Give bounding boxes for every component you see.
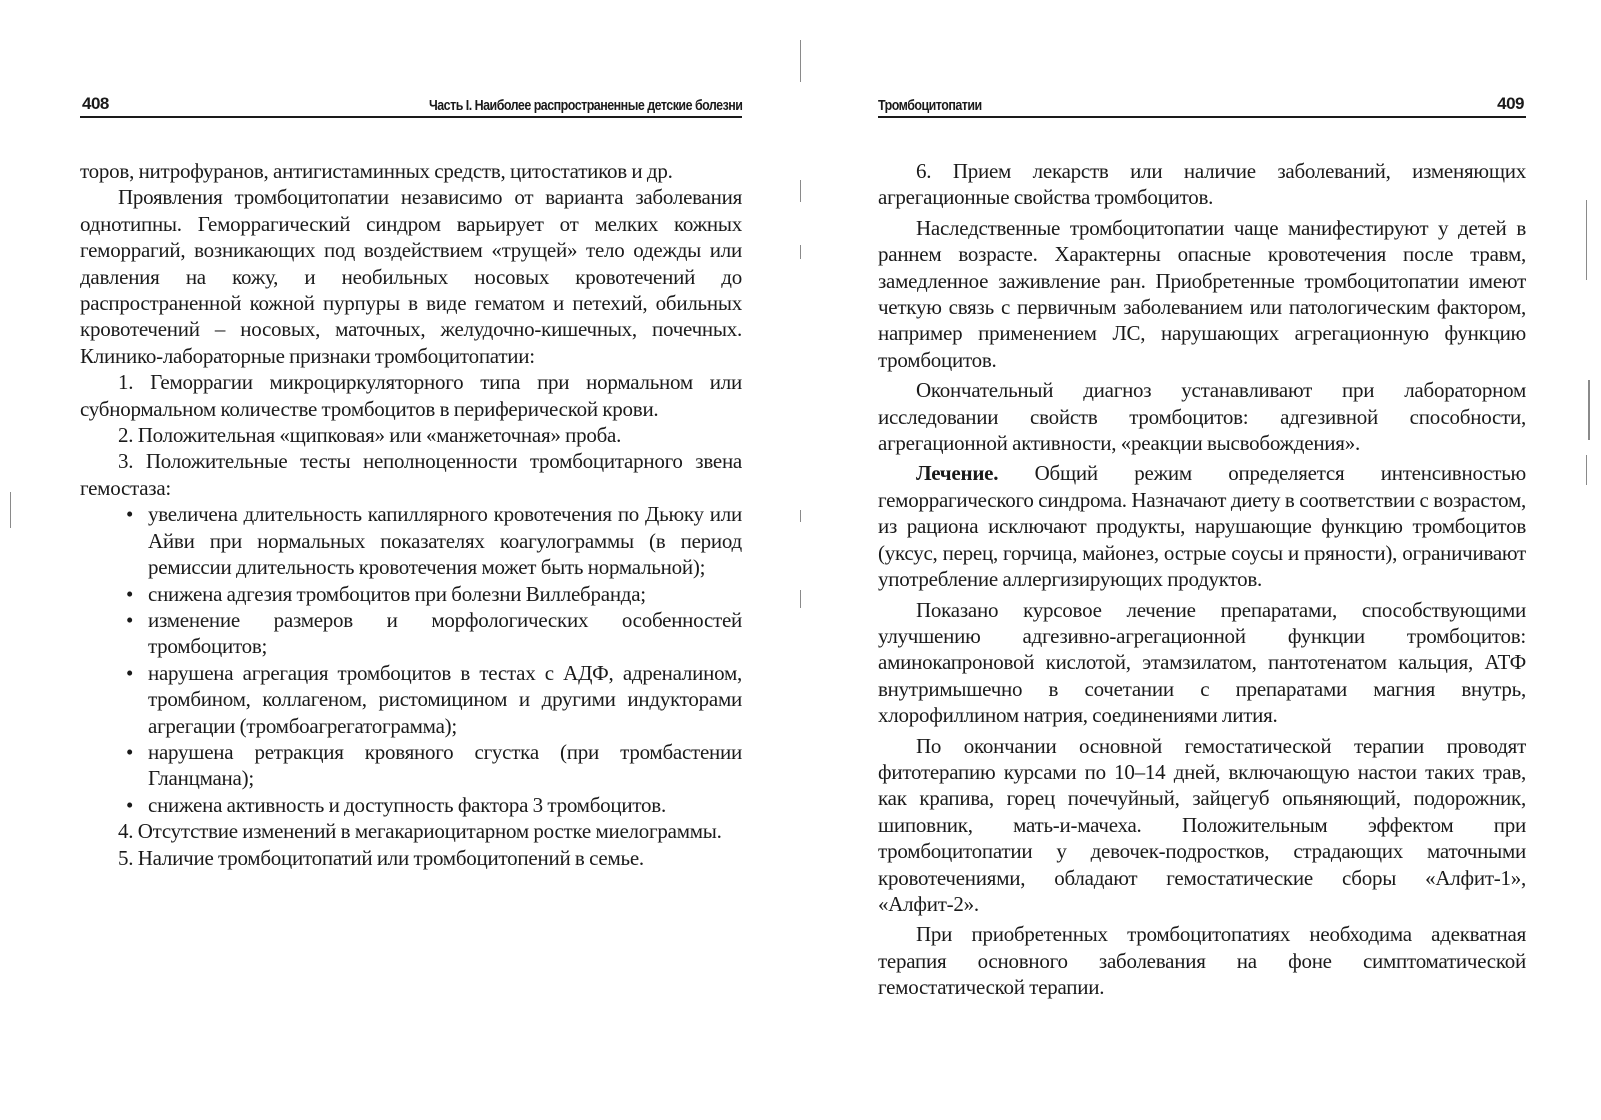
gutter-scan-mark — [800, 180, 801, 202]
paragraph: По окончании основной гемостатической терапии проводят фитотерапию курсами по 10–14 дней, включающую настои таких трав, как крапива, горец почечуйный, зайцегуб опьяняющий, подорожник, шиповник, мать-и-мачеха. Положительным эффектом при тромбоцитопатии у девочек-подростков, страдающих маточными кровотечениями, обладают гемостатические сборы «Алфит-1», «Алфит-2». — [878, 733, 1526, 916]
left-page-header — [80, 92, 742, 118]
paragraph: Окончательный диагноз устанавливают при лабораторном исследовании свойств тромбоцитов: адгезивной способности, агрегационной активности, «реакции высвобождения». — [878, 378, 1526, 456]
gutter-scan-mark — [800, 510, 801, 522]
treatment-heading: Лечение. — [916, 461, 999, 486]
numbered-item: 4. Отсутствие изменений в мегакариоцитарном ростке миелограммы. — [118, 819, 722, 844]
paragraph: При приобретенных тромбоцитопатиях необходима адекватная терапия основного заболевания на фоне симптоматической гемостатической терапии. — [878, 922, 1526, 1000]
edge-scan-mark — [10, 492, 11, 528]
numbered-item: 1. Геморрагии микроциркуляторного типа при нормальном или субнормальном количестве тромбоцитов в периферической крови. — [80, 370, 742, 421]
numbered-item: 5. Наличие тромбоцитопатий или тромбоцитопений в семье. — [118, 845, 644, 870]
paragraph: Наследственные тромбоцитопатии чаще манифестируют у детей в раннем возрасте. Характерны опасные кровотечения после травм, замедленное заживление ран. Приобретенные тромбоцитопатии имеют четкую связь с первичным заболеванием или патологическим фактором, например применением ЛС, нарушающих агрегационную функцию тромбоцитов. — [878, 215, 1526, 372]
left-page-body — [80, 158, 742, 871]
bullet-item: • изменение размеров и морфологических особенностей тромбоцитов; — [80, 607, 742, 660]
edge-scan-mark — [1588, 380, 1590, 440]
paragraph: Проявления тромбоцитопатии независимо от варианта заболевания однотипны. Геморрагический синдром варьирует от мелких кожных геморрагий, возникающих под воздействием «трущей» тело одежды или давления на кожу, и необильных носовых кровотечений до распространенной кожной пурпуры в виде гематом и петехий, обильных кровотечений – носовых, маточных, желудочно-кишечных, почечных. Клинико-лабораторные признаки тромбоцитопатии: — [80, 185, 742, 368]
bullet-item: • нарушена ретракция кровяного сгустка (при тромбастении Гланцмана); — [80, 739, 742, 792]
bullet-item: • снижена адгезия тромбоцитов при болезни Виллебранда; — [80, 581, 742, 607]
right-page-number: 409 — [1497, 94, 1524, 113]
gutter-scan-mark — [800, 40, 801, 82]
edge-scan-mark — [1586, 200, 1587, 280]
treatment-paragraph — [878, 460, 1526, 592]
numbered-item: 6. Прием лекарств или наличие заболеваний, изменяющих агрегационные свойства тромбоцитов. — [878, 159, 1526, 210]
bullet-item: • нарушена агрегация тромбоцитов в тестах с АДФ, адреналином, тромбином, коллагеном, ристомицином и другими индукторами агрегации (тромбоагрегатограмма); — [80, 660, 742, 739]
numbered-item: 2. Положительная «щипковая» или «манжеточная» проба. — [118, 423, 622, 448]
bullet-item: • увеличена длительность капиллярного кровотечения по Дьюку или Айви при нормальных показателях коагулограммы (в период ремиссии длительность кровотечения может быть нормальной); — [80, 501, 742, 580]
right-page-body — [878, 158, 1526, 1001]
treatment-text: Общий режим определяется интенсивностью геморрагического синдрома. Назначают диету в соответствии с возрастом, из рациона исключают продукты, нарушающие функцию тромбоцитов (уксус, перец, горчица, майонез, острые соусы и пряности), ограничивают употребление аллергизирующих продуктов. — [878, 461, 1526, 592]
right-page-header — [878, 92, 1526, 118]
gutter-scan-mark — [800, 590, 801, 608]
paragraph: Показано курсовое лечение препаратами, способствующими улучшению адгезивно-агрегационной функции тромбоцитов: аминокапроновой кислотой, этамзилатом, пантотенатом кальция, АТФ внутримышечно в сочетании с препаратами магния внутрь, хлорофиллином натрия, соединениями лития. — [878, 597, 1526, 728]
gutter-scan-mark — [800, 245, 801, 259]
paragraph: торов, нитрофуранов, антигистаминных средств, цитостатиков и др. — [80, 159, 673, 183]
edge-scan-mark — [1586, 455, 1587, 485]
right-running-head: Тромбоцитопатии — [878, 98, 982, 114]
numbered-item: 3. Положительные тесты неполноценности тромбоцитарного звена гемостаза: — [80, 449, 742, 500]
left-running-head: Часть I. Наиболее распространенные детские болезни — [428, 98, 742, 114]
left-page-number: 408 — [82, 94, 109, 113]
bullet-item: • снижена активность и доступность фактора 3 тромбоцитов. — [80, 792, 742, 818]
